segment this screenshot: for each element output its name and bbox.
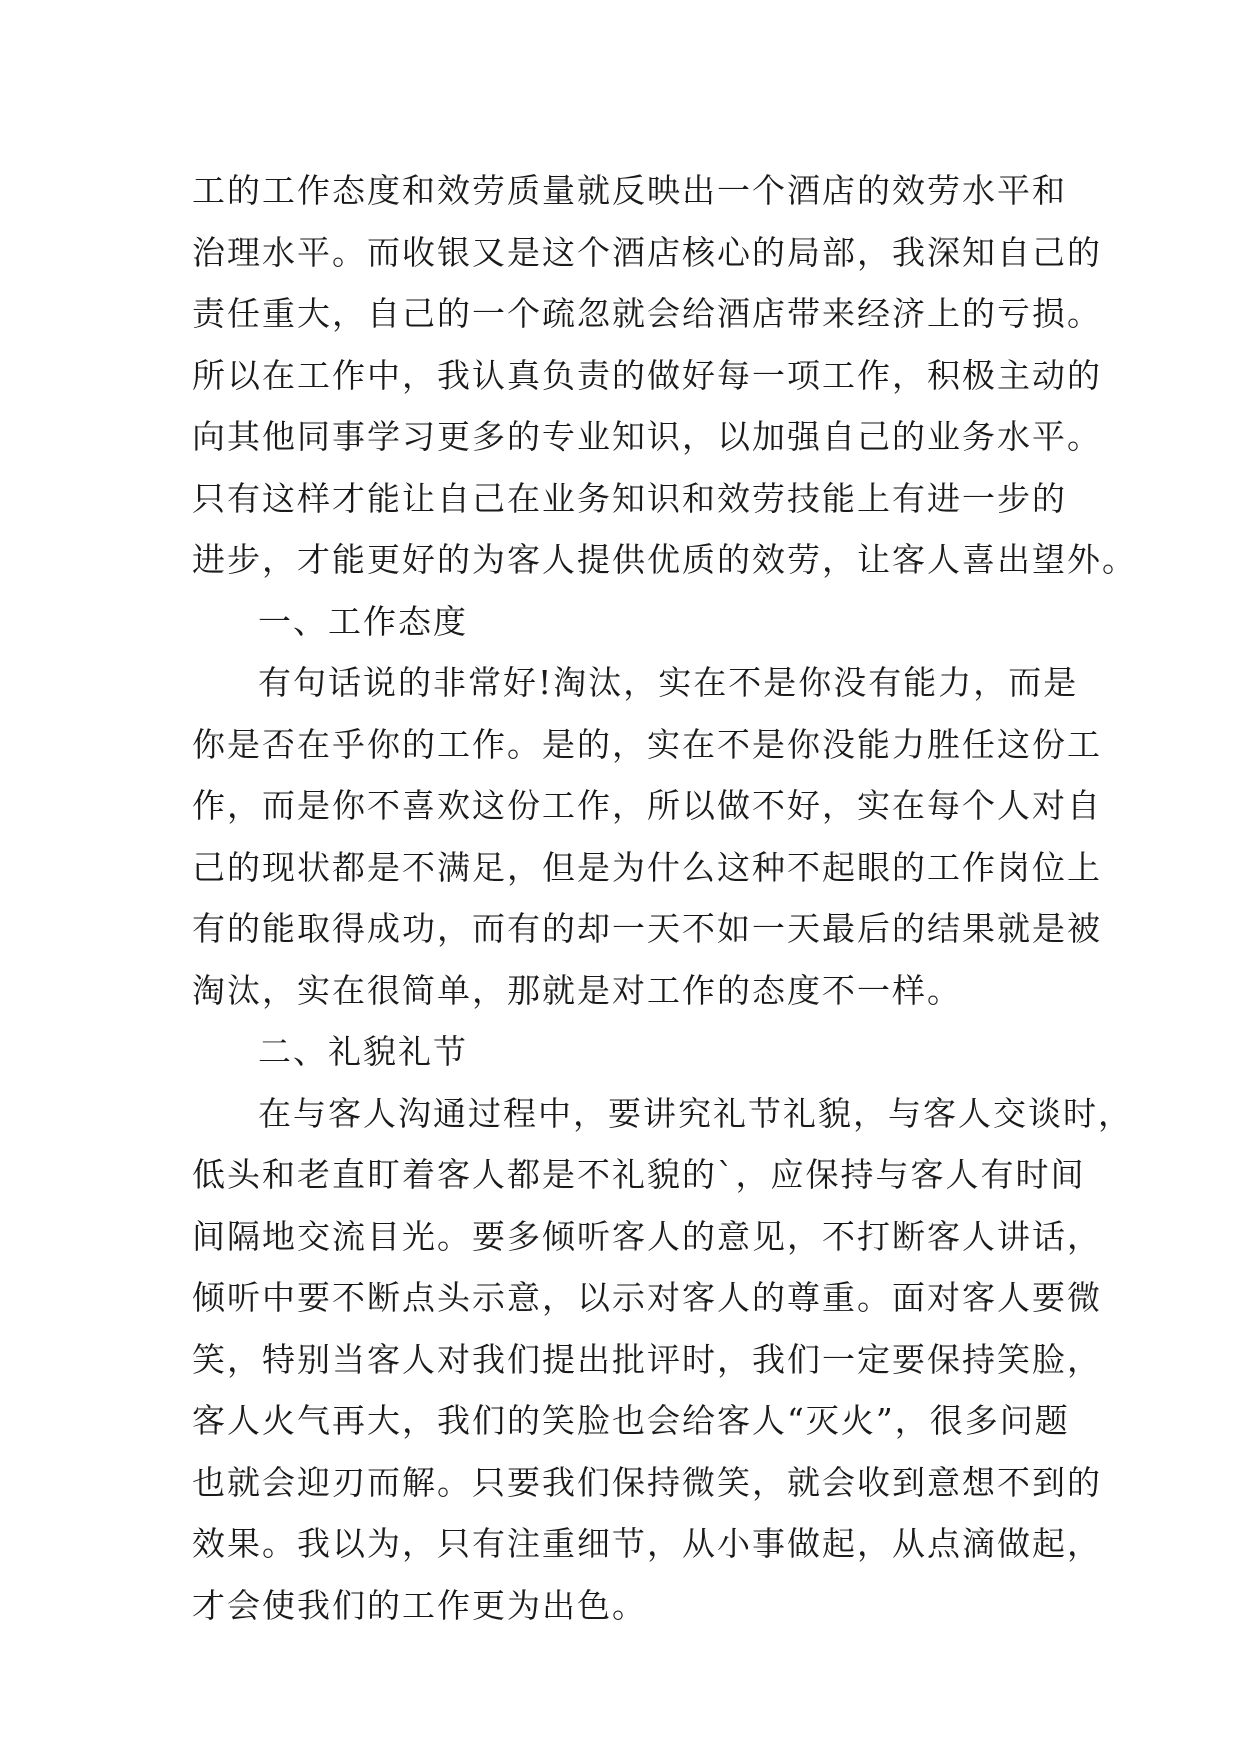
text-line: 作，而是你不喜欢这份工作，所以做不好，实在每个人对自 — [192, 786, 1102, 825]
text-line: 向其他同事学习更多的专业知识，以加强自己的业务水平。 — [192, 417, 1102, 456]
text-line: 进步，才能更好的为客人提供优质的效劳，让客人喜出望外。 — [192, 540, 1137, 579]
text-line: 有的能取得成功，而有的却一天不如一天最后的结果就是被 — [192, 909, 1102, 948]
text-line: 你是否在乎你的工作。是的，实在不是你没能力胜任这份工 — [192, 724, 1102, 764]
text-line: 只有这样才能让自己在业务知识和效劳技能上有进一步的 — [192, 478, 1067, 518]
text-line: 客人火气再大，我们的笑脸也会给客人“灭火”，很多问题 — [192, 1401, 1070, 1440]
text-line: 才会使我们的工作更为出色。 — [192, 1585, 647, 1625]
text-line: 淘汰，实在很简单，那就是对工作的态度不一样。 — [192, 970, 962, 1010]
text-line: 工的工作态度和效劳质量就反映出一个酒店的效劳水平和 — [192, 171, 1067, 210]
text-line: 治理水平。而收银又是这个酒店核心的局部，我深知自己的 — [192, 232, 1102, 272]
document-body — [192, 160, 1137, 1636]
text-line: 倾听中要不断点头示意，以示对客人的尊重。面对客人要微 — [192, 1278, 1102, 1317]
section-heading-attitude: 一、工作态度 — [258, 601, 468, 641]
text-line: 效果。我以为，只有注重细节，从小事做起，从点滴做起， — [192, 1524, 1102, 1563]
text-line: 笑，特别当客人对我们提出批评时，我们一定要保持笑脸， — [192, 1339, 1102, 1379]
text-line: 也就会迎刃而解。只要我们保持微笑，就会收到意想不到的 — [192, 1462, 1102, 1502]
text-line: 有句话说的非常好!淘汰，实在不是你没有能力，而是 — [258, 663, 1079, 702]
text-line: 己的现状都是不满足，但是为什么这种不起眼的工作岗位上 — [192, 847, 1102, 887]
section-heading-etiquette: 二、礼貌礼节 — [258, 1032, 468, 1071]
text-line: 低头和老直盯着客人都是不礼貌的`，应保持与客人有时间 — [192, 1155, 1086, 1194]
text-line: 间隔地交流目光。要多倾听客人的意见，不打断客人讲话， — [192, 1216, 1102, 1256]
text-line: 责任重大，自己的一个疏忽就会给酒店带来经济上的亏损。 — [192, 294, 1102, 333]
text-line: 在与客人沟通过程中，要讲究礼节礼貌，与客人交谈时， — [258, 1093, 1133, 1133]
text-line: 所以在工作中，我认真负责的做好每一项工作，积极主动的 — [192, 355, 1102, 395]
